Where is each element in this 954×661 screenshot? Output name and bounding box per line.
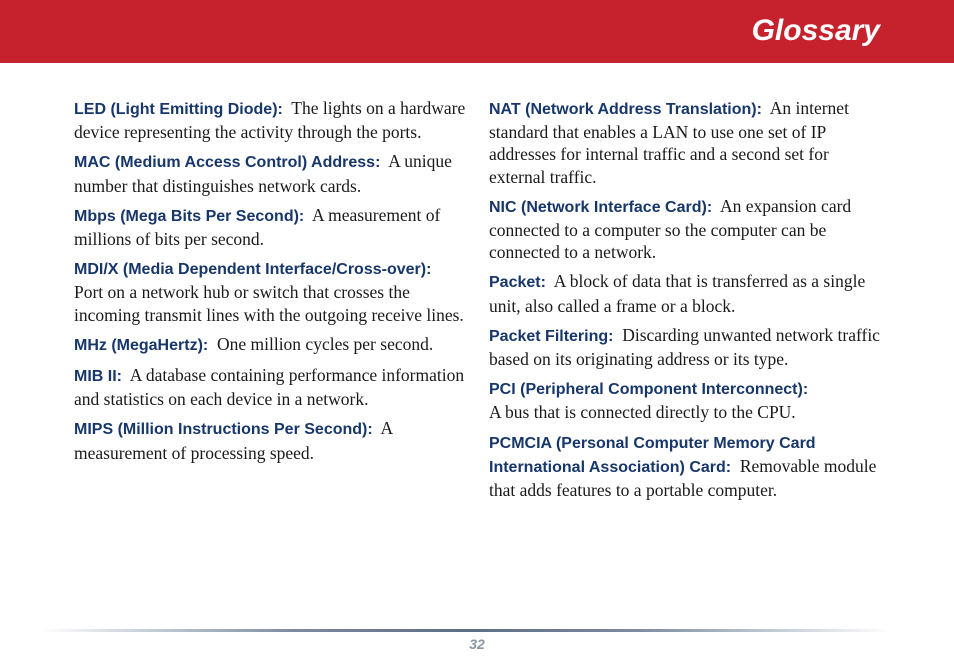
- glossary-entry: [74, 417, 466, 463]
- glossary-definition: A unique number that distinguishes network cards.: [74, 151, 452, 196]
- glossary-term: MIPS (Million Instructions Per Second):: [74, 421, 373, 439]
- glossary-entry: [74, 97, 466, 143]
- glossary-term: MAC (Medium Access Control) Address:: [74, 154, 381, 172]
- glossary-entry: [489, 324, 881, 370]
- footer-divider: [40, 629, 890, 632]
- glossary-definition: Discarding unwanted network traffic based on its originating address or its type.: [489, 324, 880, 370]
- glossary-definition: One million cycles per second.: [216, 333, 434, 354]
- glossary-term: LED (Light Emitting Diode):: [74, 101, 283, 118]
- glossary-term: Packet:: [489, 274, 546, 292]
- glossary-column-right: [489, 97, 881, 508]
- glossary-entry: [74, 257, 466, 326]
- page-title: Glossary: [751, 14, 880, 47]
- glossary-entry: [74, 333, 466, 357]
- page-number: 32: [469, 636, 485, 652]
- glossary-definition: An expansion card connected to a computer so the computer can be connected to a network.: [489, 195, 852, 263]
- glossary-entry: [74, 204, 466, 250]
- glossary-definition: The lights on a hardware device representing the activity through the ports.: [74, 98, 466, 143]
- glossary-definition: A measurement of millions of bits per second.: [74, 204, 441, 250]
- glossary-term: PCMCIA (Personal Computer Memory Card International Association) Card:: [489, 434, 816, 476]
- glossary-term: MHz (MegaHertz):: [74, 336, 209, 354]
- glossary-entry: [489, 97, 881, 188]
- glossary-term: MIB II:: [74, 368, 122, 386]
- glossary-definition: A bus that is connected directly to the CPU.: [489, 402, 796, 423]
- glossary-entry: [489, 377, 881, 423]
- glossary-term: PCI (Peripheral Component Interconnect):: [489, 381, 809, 399]
- glossary-definition: A database containing performance information and statistics on each device in a network.: [74, 365, 465, 410]
- header-banner: [0, 0, 954, 63]
- glossary-term: Packet Filtering:: [489, 327, 614, 345]
- glossary-term: NAT (Network Address Translation):: [489, 101, 762, 118]
- glossary-entry: [489, 270, 881, 316]
- glossary-term: Mbps (Mega Bits Per Second):: [74, 207, 305, 225]
- glossary-entry: [74, 364, 466, 410]
- glossary-definition: A block of data that is transferred as a single unit, also called a frame or a block.: [489, 271, 866, 316]
- glossary-definition: A measurement of processing speed.: [74, 418, 393, 463]
- glossary-definition: An internet standard that enables a LAN to use one set of IP addresses for internal traffic and a second set for external traffic.: [489, 98, 849, 187]
- glossary-definition: Removable module that adds features to a portable computer.: [489, 455, 877, 501]
- glossary-definition: Port on a network hub or switch that crosses the incoming transmit lines with the outgoing receive lines.: [74, 282, 464, 325]
- glossary-term: NIC (Network Interface Card):: [489, 198, 713, 216]
- glossary-entry: [489, 431, 881, 502]
- glossary-entry: [74, 150, 466, 196]
- glossary-entry: [489, 195, 881, 264]
- glossary-term: MDI/X (Media Dependent Interface/Cross-over):: [74, 261, 432, 279]
- glossary-column-left: [74, 97, 466, 471]
